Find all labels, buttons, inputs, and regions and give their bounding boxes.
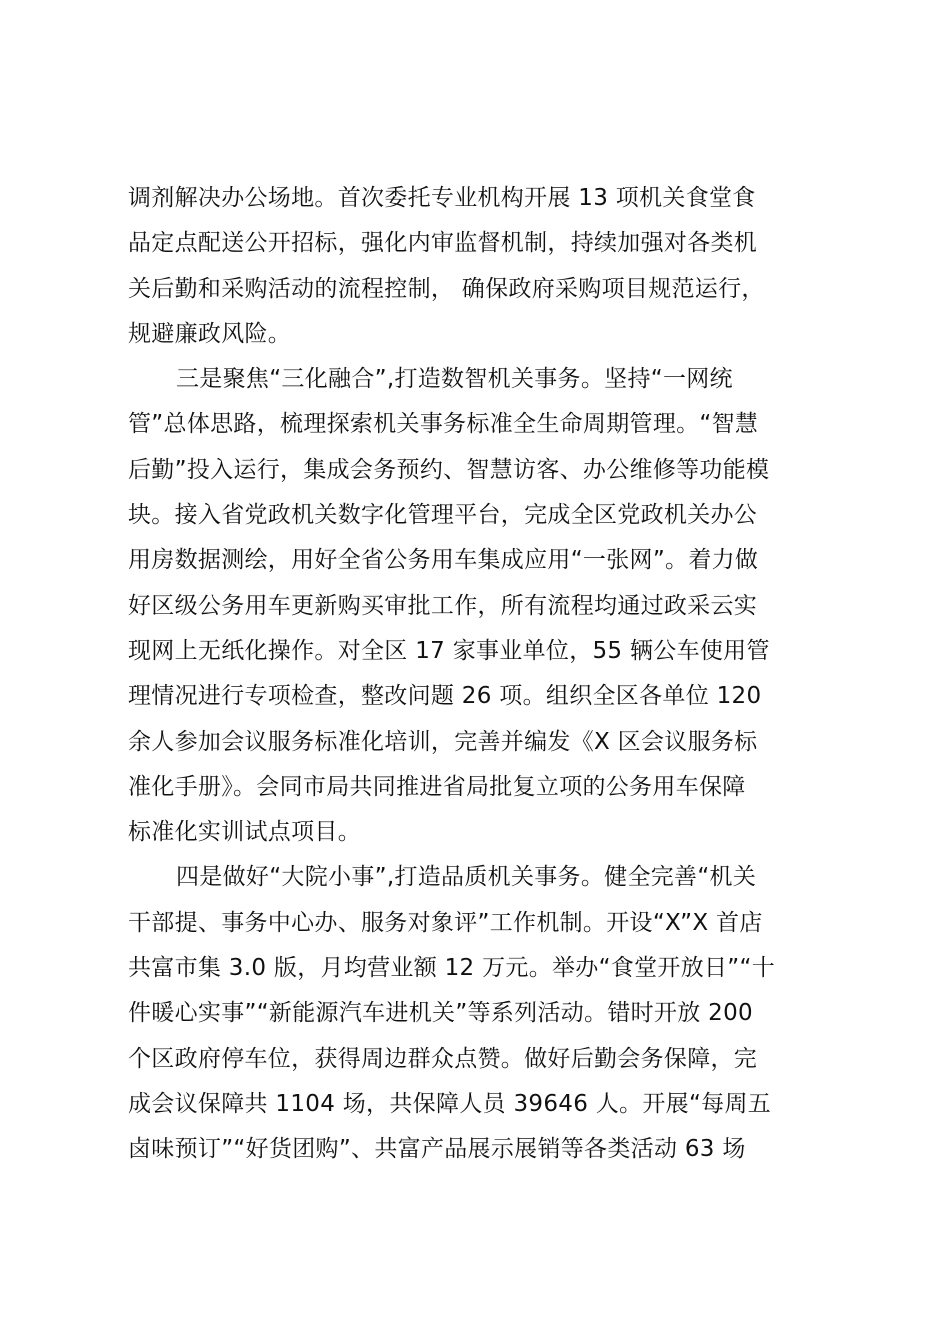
text-line: 块。接入省党政机关数字化管理平台，完成全区党政机关办公 xyxy=(128,502,758,529)
text-line: 现网上无纸化操作。对全区 17 家事业单位，55 辆公车使用管 xyxy=(128,637,770,664)
paragraph-3 xyxy=(128,855,828,1172)
text-line: 成会议保障共 1104 场，共保障人员 39646 人。开展“每周五 xyxy=(128,1090,772,1117)
paragraph-1 xyxy=(128,176,828,357)
text-line: 四是做好“大院小事”,打造品质机关事务。健全完善“机关 xyxy=(176,864,757,891)
text-line: 规避廉政风险。 xyxy=(128,320,292,347)
text-line: 用房数据测绘，用好全省公务用车集成应用“一张网”。着力做 xyxy=(128,547,759,574)
text-line: 卤味预订”“好货团购”、共富产品展示展销等各类活动 63 场 xyxy=(128,1136,746,1163)
paragraph-2 xyxy=(128,357,828,855)
text-line: 余人参加会议服务标准化培训，完善并编发《X 区会议服务标 xyxy=(128,728,758,755)
text-line: 理情况进行专项检查，整改问题 26 项。组织全区各单位 120 xyxy=(128,683,762,710)
text-line: 件暖心实事”“新能源汽车进机关”等系列活动。错时开放 200 xyxy=(128,1000,753,1027)
text-line: 准化手册》。会同市局共同推进省局批复立项的公务用车保障 xyxy=(128,773,746,800)
text-line: 个区政府停车位，获得周边群众点赞。做好后勤会务保障，完 xyxy=(128,1045,758,1072)
document-body xyxy=(128,176,828,1173)
text-line: 三是聚焦“三化融合”,打造数智机关事务。坚持“一网统 xyxy=(176,366,733,393)
text-line: 共富市集 3.0 版，月均营业额 12 万元。举办“食堂开放日”“十 xyxy=(128,955,776,982)
text-line: 调剂解决办公场地。首次委托专业机构开展 13 项机关食堂食 xyxy=(128,185,756,211)
text-line: 标准化实训试点项目。 xyxy=(128,819,361,846)
text-line: 后勤”投入运行，集成会务预约、智慧访客、办公维修等功能模 xyxy=(128,456,770,483)
text-line: 品定点配送公开招标，强化内审监督机制，持续加强对各类机 xyxy=(128,230,758,257)
text-line: 干部提、事务中心办、服务对象评”工作机制。开设“X”X 首店 xyxy=(128,909,763,936)
text-line: 好区级公务用车更新购买审批工作，所有流程均通过政采云实 xyxy=(128,592,758,619)
text-line: 管”总体思路，梳理探索机关事务标准全生命周期管理。“智慧 xyxy=(128,411,759,438)
text-line: 关后勤和采购活动的流程控制， 确保政府采购项目规范运行， xyxy=(128,275,765,302)
